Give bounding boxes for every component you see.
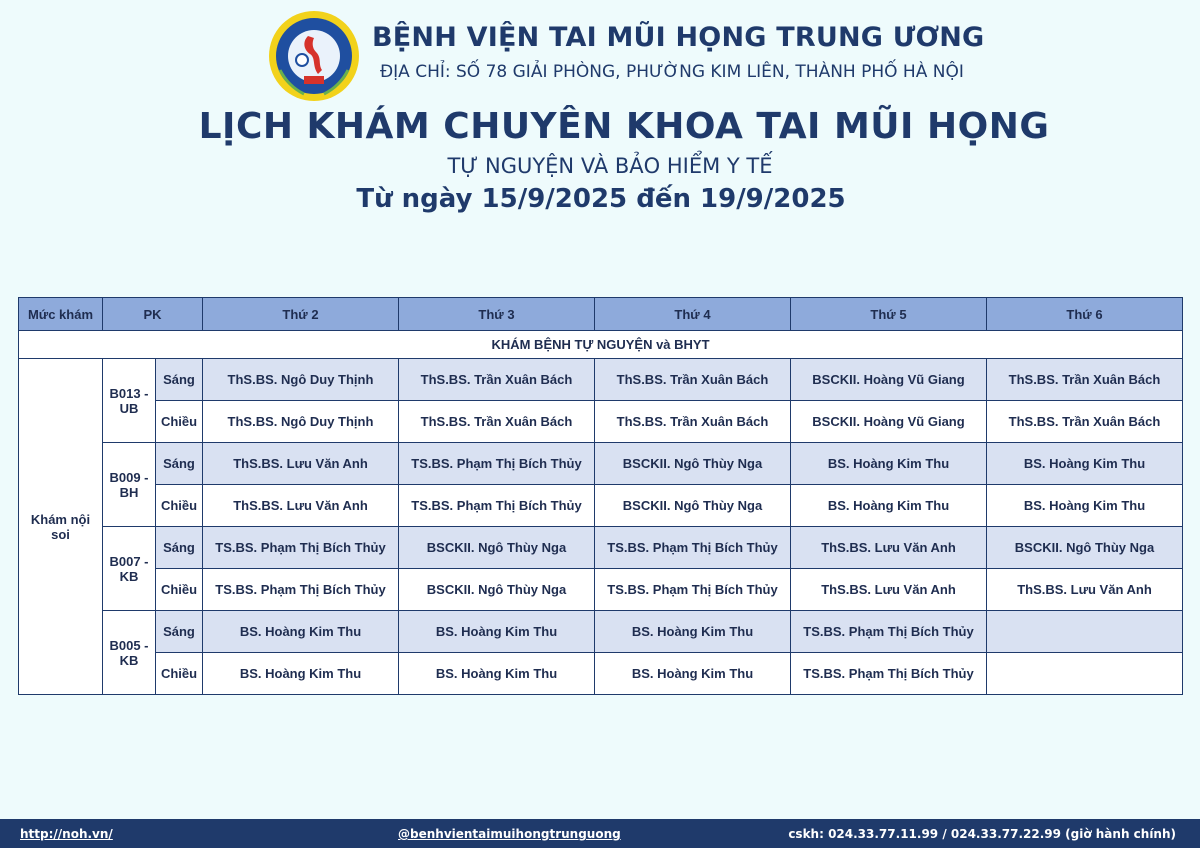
doctor-cell: BS. Hoàng Kim Thu	[399, 611, 595, 653]
doctor-cell: TS.BS. Phạm Thị Bích Thủy	[595, 569, 791, 611]
doctor-cell: BSCKII. Ngô Thùy Nga	[595, 443, 791, 485]
period-label: Chiều	[156, 569, 203, 611]
doctor-cell: BS. Hoàng Kim Thu	[987, 443, 1183, 485]
doctor-cell: TS.BS. Phạm Thị Bích Thủy	[399, 485, 595, 527]
doctor-cell: ThS.BS. Trần Xuân Bách	[399, 359, 595, 401]
room-code: B013 - UB	[103, 359, 156, 443]
doctor-cell: BS. Hoàng Kim Thu	[791, 443, 987, 485]
level-label: Khám nội soi	[19, 359, 103, 695]
period-label: Sáng	[156, 443, 203, 485]
table-row	[19, 569, 1183, 611]
period-label: Chiều	[156, 485, 203, 527]
doctor-cell: BSCKII. Hoàng Vũ Giang	[791, 401, 987, 443]
doctor-cell	[987, 611, 1183, 653]
table-row	[19, 485, 1183, 527]
doctor-cell: TS.BS. Phạm Thị Bích Thủy	[203, 569, 399, 611]
period-label: Chiều	[156, 653, 203, 695]
section-title: KHÁM BỆNH TỰ NGUYỆN và BHYT	[19, 331, 1183, 359]
doctor-cell: BS. Hoàng Kim Thu	[203, 611, 399, 653]
doctor-cell: ThS.BS. Trần Xuân Bách	[987, 359, 1183, 401]
doctor-cell: TS.BS. Phạm Thị Bích Thủy	[203, 527, 399, 569]
doctor-cell: BSCKII. Ngô Thùy Nga	[399, 527, 595, 569]
room-code: B005 - KB	[103, 611, 156, 695]
doctor-cell: ThS.BS. Ngô Duy Thịnh	[203, 401, 399, 443]
header-day-fri: Thứ 6	[987, 298, 1183, 331]
doctor-cell: TS.BS. Phạm Thị Bích Thủy	[791, 611, 987, 653]
hospital-name: BỆNH VIỆN TAI MŨI HỌNG TRUNG ƯƠNG	[372, 22, 985, 53]
table-row	[19, 443, 1183, 485]
doctor-cell: ThS.BS. Lưu Văn Anh	[203, 485, 399, 527]
period-label: Sáng	[156, 527, 203, 569]
doctor-cell: ThS.BS. Lưu Văn Anh	[791, 527, 987, 569]
section-row	[19, 331, 1183, 359]
header-room: PK	[103, 298, 203, 331]
website-link[interactable]: http://noh.vn/	[20, 827, 113, 841]
logo-year-banner	[304, 76, 324, 84]
doctor-cell	[987, 653, 1183, 695]
header-day-thu: Thứ 5	[791, 298, 987, 331]
room-code: B007 - KB	[103, 527, 156, 611]
table-row	[19, 653, 1183, 695]
doctor-cell: TS.BS. Phạm Thị Bích Thủy	[595, 527, 791, 569]
doctor-cell: ThS.BS. Trần Xuân Bách	[595, 401, 791, 443]
doctor-cell: BS. Hoàng Kim Thu	[595, 611, 791, 653]
doctor-cell: BSCKII. Hoàng Vũ Giang	[791, 359, 987, 401]
period-label: Chiều	[156, 401, 203, 443]
table-header-row	[19, 298, 1183, 331]
table-row	[19, 611, 1183, 653]
doctor-cell: BSCKII. Ngô Thùy Nga	[595, 485, 791, 527]
hotline-text: cskh: 024.33.77.11.99 / 024.33.77.22.99 (giờ hành chính)	[788, 827, 1176, 841]
doctor-cell: BSCKII. Ngô Thùy Nga	[987, 527, 1183, 569]
doctor-cell: ThS.BS. Ngô Duy Thịnh	[203, 359, 399, 401]
social-link[interactable]: @benhvientaimuihongtrunguong	[398, 827, 621, 841]
doctor-cell: BS. Hoàng Kim Thu	[399, 653, 595, 695]
doctor-cell: BS. Hoàng Kim Thu	[595, 653, 791, 695]
period-label: Sáng	[156, 359, 203, 401]
doctor-cell: ThS.BS. Trần Xuân Bách	[399, 401, 595, 443]
header-day-tue: Thứ 3	[399, 298, 595, 331]
doctor-cell: ThS.BS. Lưu Văn Anh	[203, 443, 399, 485]
page-title: LỊCH KHÁM CHUYÊN KHOA TAI MŨI HỌNG	[198, 106, 1050, 147]
doctor-cell: ThS.BS. Trần Xuân Bách	[595, 359, 791, 401]
hospital-logo	[268, 10, 360, 102]
table-row	[19, 401, 1183, 443]
date-range: Từ ngày 15/9/2025 đến 19/9/2025	[356, 184, 846, 214]
header-day-wed: Thứ 4	[595, 298, 791, 331]
doctor-cell: TS.BS. Phạm Thị Bích Thủy	[399, 443, 595, 485]
period-label: Sáng	[156, 611, 203, 653]
table-row	[19, 359, 1183, 401]
page-subtitle: TỰ NGUYỆN VÀ BẢO HIỂM Y TẾ	[447, 154, 773, 178]
doctor-cell: BS. Hoàng Kim Thu	[987, 485, 1183, 527]
doctor-cell: TS.BS. Phạm Thị Bích Thủy	[791, 653, 987, 695]
schedule-table	[18, 297, 1183, 695]
doctor-cell: ThS.BS. Trần Xuân Bách	[987, 401, 1183, 443]
doctor-cell: BS. Hoàng Kim Thu	[203, 653, 399, 695]
table-row	[19, 527, 1183, 569]
header-day-mon: Thứ 2	[203, 298, 399, 331]
ear-icon	[296, 54, 308, 66]
doctor-cell: BS. Hoàng Kim Thu	[791, 485, 987, 527]
room-code: B009 - BH	[103, 443, 156, 527]
doctor-cell: BSCKII. Ngô Thùy Nga	[399, 569, 595, 611]
doctor-cell: ThS.BS. Lưu Văn Anh	[791, 569, 987, 611]
footer-bar	[0, 819, 1200, 848]
header-level: Mức khám	[19, 298, 103, 331]
hospital-address: ĐỊA CHỈ: SỐ 78 GIẢI PHÒNG, PHƯỜNG KIM LIÊN, THÀNH PHỐ HÀ NỘI	[380, 62, 964, 82]
doctor-cell: ThS.BS. Lưu Văn Anh	[987, 569, 1183, 611]
